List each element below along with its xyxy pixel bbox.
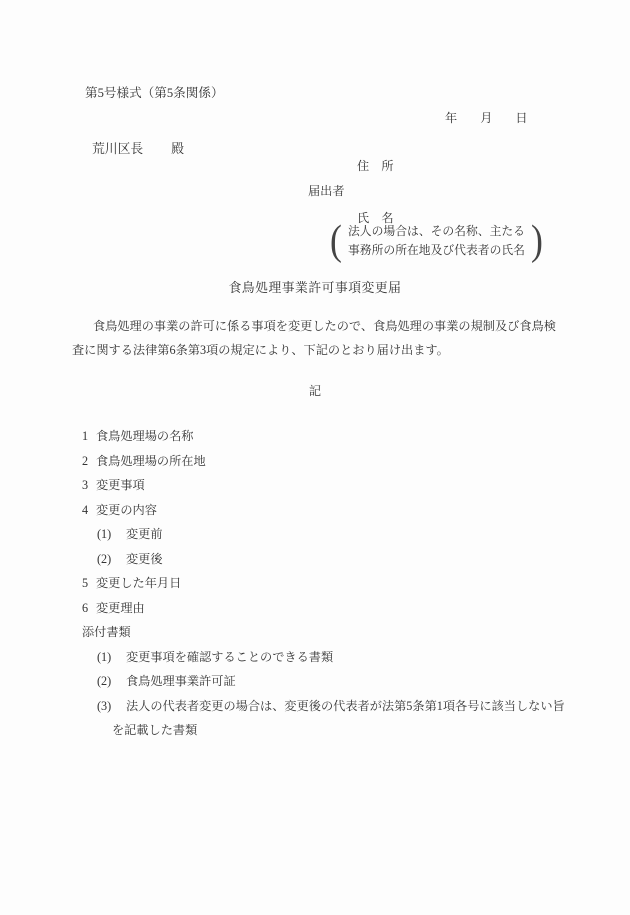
- attachment-item-continuation: を記載した書類: [112, 723, 198, 737]
- item-number: (2): [97, 674, 112, 688]
- body-line-1: 食鳥処理の事業の許可に係る事項を変更したので、食鳥処理の事業の規制及び食鳥検: [93, 319, 556, 333]
- item-label: 変更の内容: [96, 502, 157, 517]
- document-title: 食鳥処理事業許可事項変更届: [228, 281, 402, 295]
- attachments-heading: 添付書類: [82, 625, 131, 639]
- item-label: 食鳥処理場の名称: [96, 429, 194, 443]
- month-label: 月: [480, 111, 493, 125]
- name-label: 氏 名: [357, 211, 394, 225]
- item-label: 変更前: [126, 527, 163, 541]
- form-number: 第5号様式（第5条関係）: [85, 86, 224, 100]
- item-label: 食鳥処理事業許可証: [126, 674, 236, 688]
- list-item: [80, 449, 565, 474]
- corporate-note-text: [348, 222, 525, 260]
- corporate-note-line-2: 事務所の所在地及び代表者の氏名: [348, 243, 525, 257]
- item-number: 1: [82, 429, 89, 443]
- list-item: [80, 498, 565, 523]
- item-label: 法人の代表者変更の場合は、変更後の代表者が法第5条第1項各号に該当しない旨: [126, 698, 565, 713]
- list-item: [80, 424, 565, 449]
- list-item: [80, 473, 565, 498]
- item-label: 変更後: [126, 551, 163, 566]
- item-label: 変更事項を確認することのできる書類: [126, 649, 334, 664]
- recipient-line: [92, 138, 184, 157]
- item-label: 変更理由: [96, 600, 145, 615]
- list-item: [80, 596, 565, 621]
- item-number: 5: [82, 576, 89, 590]
- attachment-item: [80, 645, 565, 670]
- item-number: 2: [82, 453, 89, 468]
- item-label: 食鳥処理場の所在地: [96, 453, 206, 468]
- item-label: 変更した年月日: [96, 576, 182, 590]
- date-line: [445, 109, 528, 126]
- item-number: (3): [97, 698, 112, 713]
- record-marker: 記: [308, 384, 322, 398]
- item-number: (1): [97, 527, 112, 541]
- right-bracket-icon: ): [531, 218, 543, 264]
- list-subitem: [80, 547, 565, 572]
- attachment-item: [80, 694, 565, 719]
- item-number: 4: [82, 502, 89, 517]
- item-number: (1): [97, 649, 112, 664]
- corporate-note: [329, 219, 544, 263]
- item-number: 3: [82, 478, 89, 492]
- recipient-name: 荒川区長: [92, 142, 144, 156]
- item-label: 変更事項: [96, 478, 145, 492]
- recipient-honorific: 殿: [171, 142, 184, 156]
- items-list: [80, 424, 565, 743]
- list-subitem: [80, 522, 565, 547]
- body-paragraph: [72, 314, 556, 362]
- attachment-item: [80, 669, 565, 694]
- corporate-note-line-1: 法人の場合は、その名称、主たる: [348, 224, 525, 238]
- list-item: [80, 571, 565, 596]
- item-number: (2): [97, 551, 112, 566]
- address-label: 住 所: [357, 159, 394, 173]
- applicant-label: 届出者: [308, 184, 345, 198]
- left-bracket-icon: (: [330, 218, 342, 264]
- year-label: 年: [445, 111, 458, 125]
- item-number: 6: [82, 600, 89, 615]
- day-label: 日: [515, 111, 528, 125]
- body-line-2: 査に関する法律第6条第3項の規定により、下記のとおり届け出ます。: [72, 343, 449, 357]
